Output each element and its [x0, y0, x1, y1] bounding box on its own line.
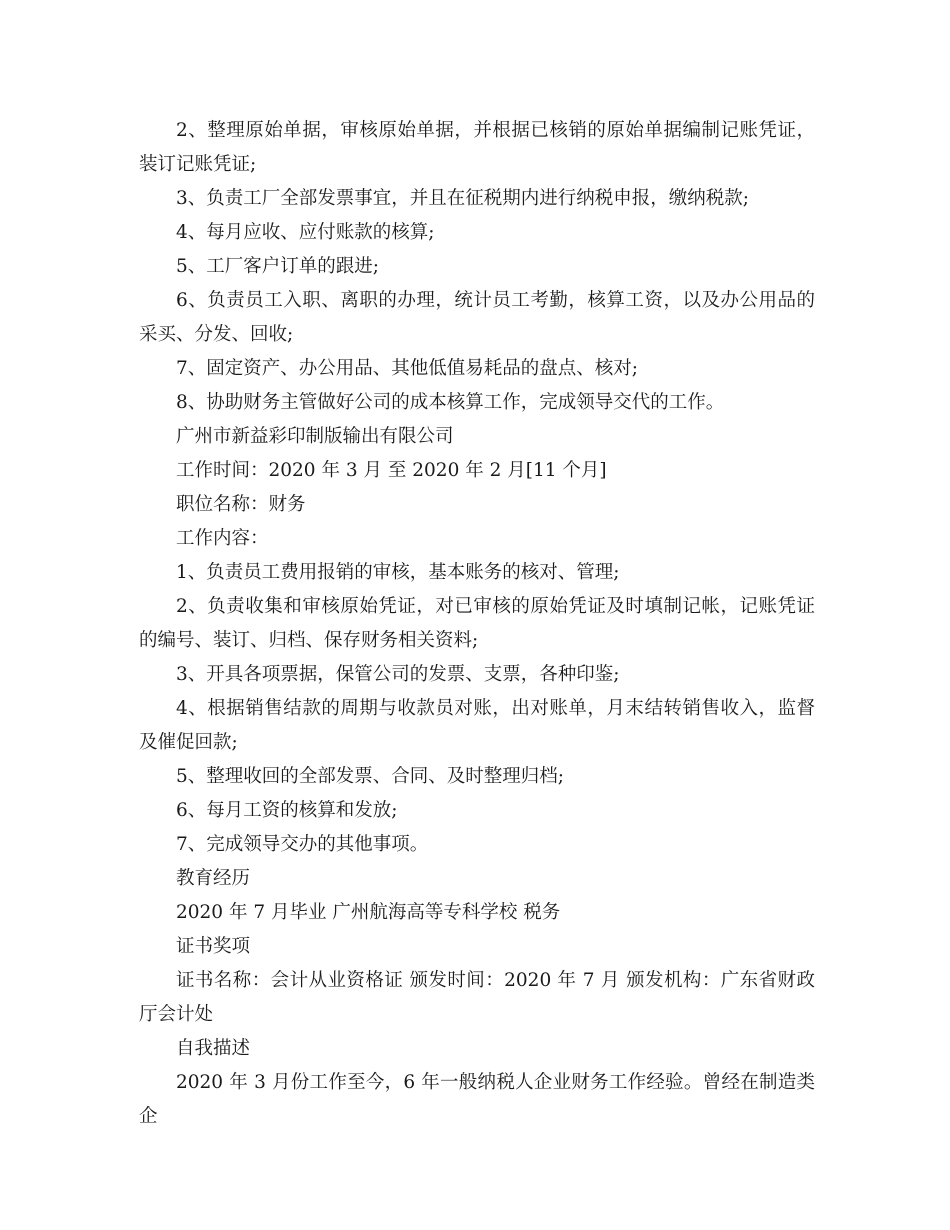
paragraph-task-7: 7、完成领导交办的其他事项。 [176, 834, 429, 855]
company-name: 广州市新益彩印制版输出有限公司 [176, 426, 454, 447]
certificates-heading: 证书奖项 [176, 936, 251, 957]
paragraph-task-1: 1、负责员工费用报销的审核，基本账务的核对、管理; [176, 562, 620, 583]
job-title: 职位名称：财务 [176, 494, 306, 515]
paragraph-duty-2: 2、整理原始单据，审核原始单据，并根据已核销的原始单据编制记账凭证，装订记账凭证; [139, 120, 815, 175]
work-period: 工作时间：2020 年 3 月 至 2020 年 2 月[11 个月] [176, 460, 607, 481]
paragraph-duty-8: 8、协助财务主管做好公司的成本核算工作，完成领导交代的工作。 [176, 392, 725, 413]
certificate-entry: 证书名称：会计从业资格证 颁发时间：2020 年 7 月 颁发机构：广东省财政厅会计处 [139, 970, 815, 1025]
paragraph-task-6: 6、每月工资的核算和发放; [176, 800, 398, 821]
paragraph-duty-6: 6、负责员工入职、离职的办理，统计员工考勤，核算工资，以及办公用品的采买、分发、回收; [139, 290, 815, 345]
self-description-heading: 自我描述 [176, 1038, 251, 1059]
self-description-text: 2020 年 3 月份工作至今，6 年一般纳税人企业财务工作经验。曾经在制造类企 [139, 1072, 815, 1127]
work-content-heading: 工作内容： [176, 528, 269, 549]
education-heading: 教育经历 [176, 868, 251, 889]
paragraph-task-2: 2、负责收集和审核原始凭证，对已审核的原始凭证及时填制记帐，记账凭证的编号、装订、归档、保存财务相关资料; [139, 596, 815, 651]
paragraph-task-5: 5、整理收回的全部发票、合同、及时整理归档; [176, 766, 565, 787]
paragraph-task-4: 4、根据销售结款的周期与收款员对账，出对账单，月末结转销售收入，监督及催促回款; [139, 698, 815, 753]
education-entry: 2020 年 7 月毕业 广州航海高等专科学校 税务 [176, 902, 561, 923]
paragraph-duty-4: 4、每月应收、应付账款的核算; [176, 222, 435, 243]
paragraph-task-3: 3、开具各项票据，保管公司的发票、支票，各种印鉴; [176, 664, 620, 685]
paragraph-duty-7: 7、固定资产、办公用品、其他低值易耗品的盘点、核对; [176, 358, 639, 379]
document-page [139, 114, 815, 1134]
paragraph-duty-3: 3、负责工厂全部发票事宜，并且在征税期内进行纳税申报，缴纳税款; [176, 188, 750, 209]
paragraph-duty-5: 5、工厂客户订单的跟进; [176, 256, 380, 277]
